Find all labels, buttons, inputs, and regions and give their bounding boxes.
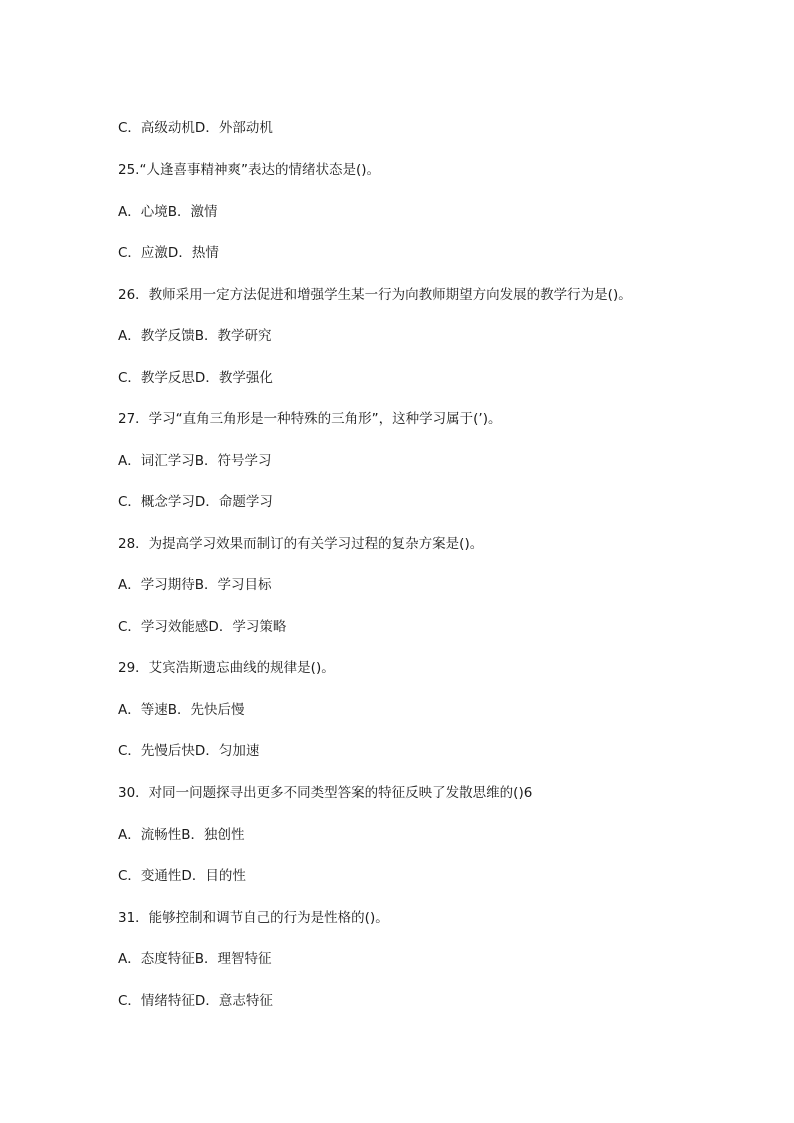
option-line-26-ab: A．教学反馈B．教学研究 xyxy=(118,328,272,344)
option-line-26-cd: C．教学反思D．教学强化 xyxy=(118,370,273,386)
question-31: 31．能够控制和调节自己的行为是性格的()。 xyxy=(118,910,389,926)
option-line-30-ab: A．流畅性B．独创性 xyxy=(118,827,245,843)
option-line-29-ab: A．等速B．先快后慢 xyxy=(118,702,245,718)
option-line-31-ab: A．态度特征B．理智特征 xyxy=(118,951,272,967)
question-28: 28．为提高学习效果而制订的有关学习过程的复杂方案是()。 xyxy=(118,536,484,552)
option-line-29-cd: C．先慢后快D．匀加速 xyxy=(118,743,260,759)
question-26: 26．教师采用一定方法促进和增强学生某一行为向教师期望方向发展的教学行为是()。 xyxy=(118,287,632,303)
option-line-31-cd: C．情绪特征D．意志特征 xyxy=(118,993,273,1009)
option-line-28-cd: C．学习效能感D．学习策略 xyxy=(118,619,287,635)
option-line-24-cd: C．高级动机D．外部动机 xyxy=(118,120,273,136)
option-line-27-cd: C．概念学习D．命题学习 xyxy=(118,494,273,510)
question-25: 25.“人逢喜事精神爽”表达的情绪状态是()。 xyxy=(118,162,380,178)
option-line-25-ab: A．心境B．激情 xyxy=(118,204,218,220)
question-30: 30．对同一问题探寻出更多不同类型答案的特征反映了发散思维的()6 xyxy=(118,785,533,801)
option-line-28-ab: A．学习期待B．学习目标 xyxy=(118,577,272,593)
question-29: 29．艾宾浩斯遗忘曲线的规律是()。 xyxy=(118,660,335,676)
option-line-27-ab: A．词汇学习B．符号学习 xyxy=(118,453,272,469)
option-line-30-cd: C．变通性D．目的性 xyxy=(118,868,246,884)
question-27: 27．学习“直角三角形是一种特殊的三角形”，这种学习属于(’)。 xyxy=(118,411,502,427)
option-line-25-cd: C．应激D．热情 xyxy=(118,245,219,261)
